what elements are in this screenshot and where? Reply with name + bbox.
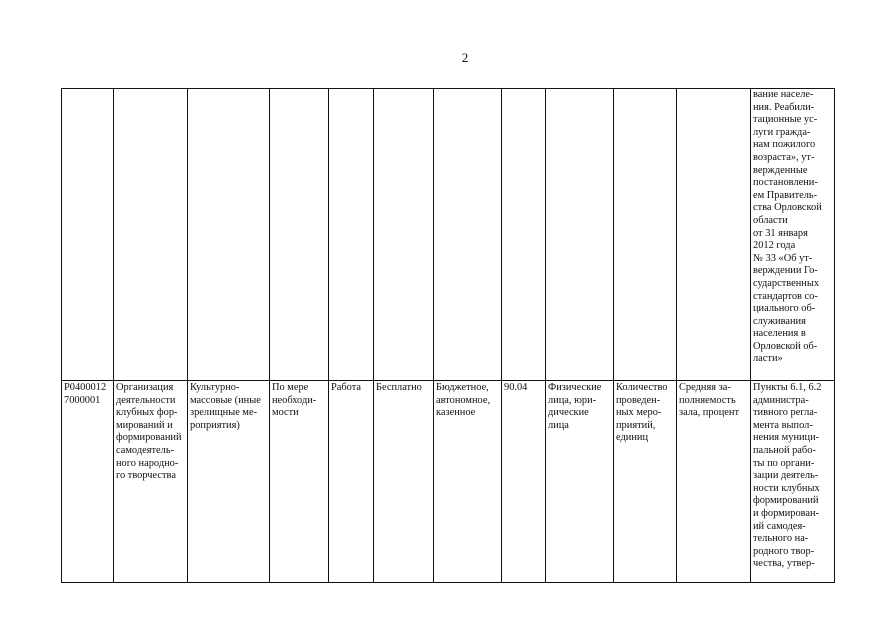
quality-indicator: Средняя за- полняемость зала, процент	[679, 382, 740, 419]
table-cell	[62, 381, 114, 583]
activity-type: Культурно- массовые (иные зрелищные ме- роприятия)	[190, 382, 261, 431]
payment-type: Бесплатно	[376, 382, 422, 393]
basis-continued-text: вание населе- ния. Реабили- тационные ус- луги гражда- нам пожилого возраста», ут- вержденные постановлени- ем Правитель- ства Орловской области от 31 января 2012 года № 33 «Об ут- верждении Го- сударственных стандартов со- циального об- служивания населения в Орловской об- ласти»	[753, 89, 822, 365]
table-cell	[114, 381, 188, 583]
table-cell	[374, 381, 434, 583]
legal-basis: Пункты 6.1, 6.2 администра- тивного регла- мента выпол- нения муници- пальной рабо- ты по органи- зации деятель- ности клубных формирований и формирован- ий самодея- тельного на- родного твор- чества, утвер-	[753, 382, 822, 570]
table-cell	[677, 381, 751, 583]
table-cell	[751, 381, 835, 583]
table-row	[62, 381, 835, 583]
table-cell	[677, 89, 751, 381]
table-cell	[434, 89, 502, 381]
table-cell	[374, 89, 434, 381]
table-cell	[114, 89, 188, 381]
table-cell	[546, 89, 614, 381]
table-cell	[751, 89, 835, 381]
institution-type: Бюджетное, автономное, казенное	[436, 382, 491, 419]
volume-indicator: Количество проведен- ных меро- приятий, единиц	[616, 382, 668, 444]
service-type: Работа	[331, 382, 362, 393]
table-cell	[188, 381, 270, 583]
table-cell	[62, 89, 114, 381]
table-cell	[188, 89, 270, 381]
consumer-category: Физические лица, юри- дические лица	[548, 382, 602, 431]
service-name: Организация деятельности клубных фор- мирований и формирований самодеятель- ного народно- го творчества	[116, 382, 182, 482]
frequency: По мере необходи- мости	[272, 382, 317, 419]
table-cell	[502, 89, 546, 381]
okved-code: 90.04	[504, 382, 528, 393]
service-code: Р0400012 7000001	[64, 382, 107, 406]
table-cell	[546, 381, 614, 583]
table-cell	[270, 381, 329, 583]
table-cell	[329, 381, 374, 583]
table-cell	[614, 89, 677, 381]
table-cell	[270, 89, 329, 381]
table-cell	[614, 381, 677, 583]
table-cell	[329, 89, 374, 381]
register-table	[61, 88, 835, 583]
page-number: 2	[461, 50, 469, 65]
table-cell	[434, 381, 502, 583]
table-cell	[502, 381, 546, 583]
table-row	[62, 89, 835, 381]
